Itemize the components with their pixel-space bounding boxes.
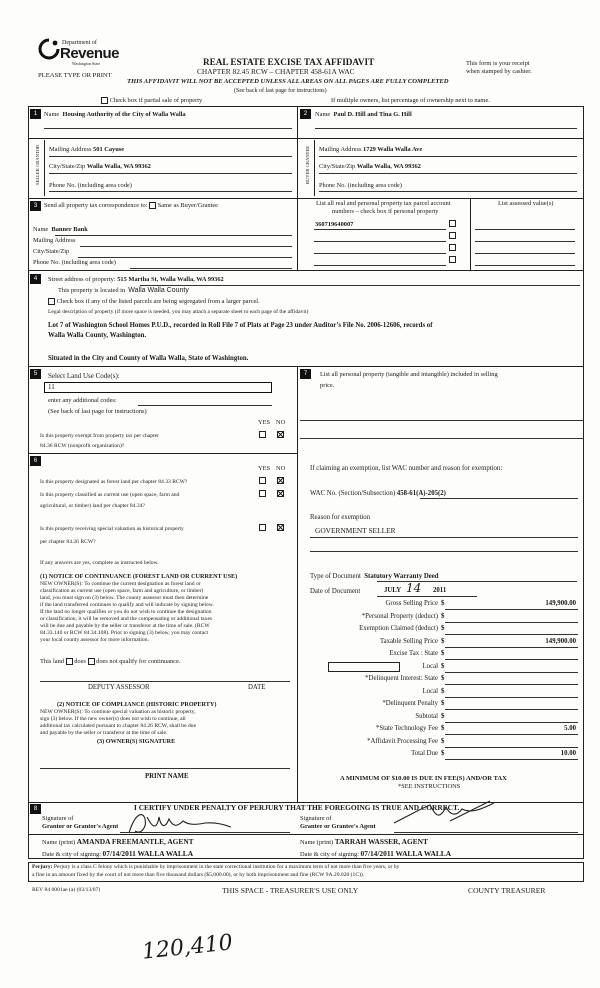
grantor-name-label: Name (print) [42,839,76,846]
grantee-signature[interactable] [390,797,500,827]
local-tax-box[interactable] [328,662,400,672]
partial-sale-label: Check box if partial sale of property [109,97,203,104]
fee-label: *Affidavit Processing Fee [367,737,438,745]
treasurer-use-only: THIS SPACE - TREASURER'S USE ONLY [222,886,359,895]
fee-row [300,600,580,611]
historic-q2: per chapter 84.26 RCW? [40,539,96,545]
street-address-row [48,276,224,284]
buyer-mail-label: Mailing Address [319,146,362,153]
fee-underline [445,622,578,623]
fee-currency: $ [441,687,445,695]
fee-currency: $ [441,650,445,657]
notice1-text: classification as current use (open space, farm and agriculture, or timber) [40,588,204,594]
form-number: REV 84 0001ae (a) (03/13/07) [32,887,101,893]
fee-label: Total Due [411,750,438,757]
doc-type-label: Type of Document [310,573,361,580]
fee-row [300,700,580,711]
fee-row [300,713,580,724]
seller-side-label: SELLER GRANTOR [35,144,40,185]
section3-number: 3 [30,201,41,211]
send-correspondence-label: Send all property tax correspondence to: [44,202,148,209]
perjury-line2: a fine in an amount fixed by the court of not more than five thousand dollars ($5,000.00), or by both imprisonment and fine (RCW 9A.20.020 (1C)). [32,872,365,878]
fee-label: *Delinquent Penalty [382,700,438,707]
divider-footer [28,834,584,835]
segregated-row [48,298,260,306]
wac-label: WAC No. (Section/Subsection) [310,490,396,497]
buyer-side-label: BUYER GRANTEE [305,145,310,185]
exemption-question: If claiming an exemption, list WAC number and reason for exemption: [310,465,503,472]
exempt-q1: Is this property exempt from property tax per chapter [40,433,159,439]
personal-property-l2: price. [320,382,335,389]
fee-row [300,725,580,736]
notice2-text: additional tax calculated pursuant to chapter 84.26 RCW, shall be due [40,723,197,729]
deputy-date-label: DATE [248,684,266,691]
see-back-header: (See back of last page for instructions) [234,88,327,94]
notice2-text: NEW OWNER(S): To continue special valuation as historic property, [40,709,196,715]
fee-currency: $ [441,712,445,720]
land-use-label: Select Land Use Code(s): [48,372,120,380]
exempt-q2: 84.36 RCW (nonprofit organization)? [40,443,125,449]
fee-underline [445,672,578,673]
forest-question: Is this property designated as forest land per chapter 84.33 RCW? [40,479,188,485]
tax-corr-mail-label: Mailing Address [33,237,76,244]
type-note: PLEASE TYPE OR PRINT [38,72,112,79]
dor-logo-icon [38,38,60,60]
s5-yes-header: YES [258,419,271,426]
this-land-label: This land [40,658,64,665]
doc-date-label: Date of Document [310,588,361,595]
doc-date-year[interactable]: 2011 [433,587,447,594]
grantee-name-label: Name (print) [300,839,334,846]
fee-underline [445,747,578,748]
doc-date-day[interactable]: 14 [406,581,422,595]
reason-label: Reason for exemption [310,514,371,521]
grantee-print-name[interactable]: TARRAH WASSER, AGENT [334,837,428,846]
see-instructions-note: *SEE INSTRUCTIONS [398,783,461,790]
fee-value[interactable]: 149,900.00 [545,637,576,645]
forest-yes-checkbox[interactable] [259,477,266,484]
print-name-label: PRINT NAME [145,773,189,780]
fee-label: *Delinquent Interest: State [365,675,438,682]
grantee-date-city[interactable]: 07/14/2011 WALLA WALLA [360,849,452,858]
fee-currency: $ [441,675,445,682]
located-label: This property is located in [58,287,126,294]
section7-number: 7 [300,369,311,379]
s6-yes-header: YES [258,465,271,472]
does-qualify-checkbox[interactable] [66,658,73,665]
parcel3-personal-checkbox[interactable] [449,244,456,251]
exempt-no-checkbox[interactable] [277,431,284,438]
seller-name[interactable]: Housing Authority of the City of Walla Walla [62,111,186,118]
current-use-yes-checkbox[interactable] [259,490,266,497]
grantee-sig-label2: Grantee or Grantee's Agent [300,823,376,830]
fee-row [300,738,580,749]
legal-line2[interactable]: Walla Walla County, Washington. [48,332,147,339]
notice1-text: your local county assessor for more information. [40,637,149,643]
fee-currency: $ [441,612,445,620]
buyer-city[interactable]: Walla Walla, WA 99362 [356,163,421,170]
notice1-text: land, you must sign on (3) below. The county assessor must then determine [40,595,209,601]
section4-number: 4 [30,274,41,284]
fee-row [300,638,580,649]
perjury-text1: Perjury is a class C felony which is punishable by imprisonment in the state correctional institution for a maximum term of not more than five years, or by [53,864,400,870]
owner-signature-label: (3) OWNER(S) SIGNATURE [97,738,176,745]
historic-no-checkbox[interactable] [277,524,284,531]
fee-row [300,663,580,674]
fee-value[interactable]: 149,900.00 [545,600,576,607]
grantee-sig-label1: Signature of [300,815,332,822]
seller-name-label: Name [44,111,60,118]
fee-label: Subtotal [415,712,438,720]
fee-row [300,675,580,686]
notice2-text: and payable by the seller or transferor at the time of sale. [40,730,168,736]
same-as-buyer-checkbox[interactable] [149,202,156,209]
fee-label: Local [422,662,438,670]
fee-row [300,650,580,661]
section1-number: 1 [30,109,41,119]
fee-currency: $ [441,725,445,732]
fee-row [300,613,580,624]
fee-currency: $ [441,625,445,632]
section8-number: 8 [30,804,41,814]
fee-underline [445,609,578,610]
s5-no-header: NO [276,419,286,426]
if-yes-instructions: If any answers are yes, complete as instructed below. [40,560,159,566]
street-address[interactable]: 515 Martha St, Walla Walla, WA 99362 [117,276,224,283]
fee-label: Exemption Claimed (deduct) [359,625,438,632]
buyer-mail-row [319,146,422,154]
wac-number[interactable]: 458-61(A)-205(2) [396,490,446,497]
land-use-see-back: (See back of last page for instructions) [48,408,147,415]
doc-date-month[interactable]: JULY [384,587,402,594]
parcel-number[interactable]: 360719640007 [315,221,354,228]
buyer-name-row [315,111,412,119]
seller-phone-label: Phone No. (including area code) [49,182,132,189]
fee-underline [445,659,578,660]
parcel-header2: numbers – check box if personal property [332,208,439,215]
fee-underline [445,759,578,760]
chapter-line: CHAPTER 82.45 RCW – CHAPTER 458-61A WAC [197,67,355,76]
fee-underline [445,684,578,685]
seller-mail[interactable]: 501 Cayuse [93,146,125,153]
section5-number: 5 [30,369,41,379]
buyer-phone-label: Phone No. (including area code) [319,182,402,189]
minimum-due-note: A MINIMUM OF $10.00 IS DUE IN FEE(S) AND/OR TAX [340,775,507,782]
additional-codes-label: enter any additional codes: [48,397,117,404]
current-use-q1: Is this property classified as current use (open space, farm and [40,492,180,498]
logo-text: Revenue [60,45,120,62]
parcel2-personal-checkbox[interactable] [449,232,456,239]
handwritten-note: 120,410 [140,930,234,965]
fee-row [300,625,580,636]
fee-underline [445,697,578,698]
grantee-name-row [300,838,428,847]
fee-label: *State Technology Fee [375,725,438,732]
receipt-line1: This form is your receipt [466,60,530,67]
section6-number: 6 [30,456,41,466]
partial-sale-checkbox[interactable] [101,97,108,104]
buyer-mail[interactable]: 1729 Walla Walla Ave [363,146,423,153]
land-use-code-field[interactable]: 11 [44,382,272,393]
fee-label: Local [422,687,438,695]
fee-label: Gross Selling Price [385,600,438,607]
seller-name-row [44,111,186,119]
dept-line2: Washington State [72,61,101,66]
located-row [58,287,189,295]
fee-underline [445,722,578,723]
historic-q1: Is this property receiving special valuation as historical property [40,526,184,532]
notice2-text: sign (3) below. If the new owner(s) does not wish to continue, all [40,716,186,722]
partial-sale-row [101,97,202,105]
receipt-line2: when stamped by cashier. [466,68,532,75]
fee-currency: $ [441,750,445,757]
does-not-label: does not qualify for continuance. [96,658,181,665]
deputy-assessor-label: DEPUTY ASSESSOR [88,684,150,691]
legal-line1[interactable]: Lot 7 of Washington School Homes P.U.D., recorded in Roll File 7 of Plats at Page 23 under Auditor’s File No. 2006-12606, records of [48,322,433,329]
current-use-no-checkbox[interactable] [277,490,284,497]
fee-value[interactable]: 5.00 [564,725,576,732]
does-not-qualify-checkbox[interactable] [88,658,95,665]
fee-row [300,688,580,699]
tax-corr-name-row [33,226,88,234]
parcel4-personal-checkbox[interactable] [449,256,456,263]
notice1-text: 84.33.140 or RCW 84.34.108). Prior to signing (3) below, you may contact [40,630,209,636]
s6-no-header: NO [276,465,286,472]
dept-line1: Department of [62,40,97,46]
segregated-label: Check box if any of the listed parcels are being segregated from a larger parcel. [56,298,260,305]
notice1-text: NEW OWNER(S): To continue the current designation as forest land or [40,581,201,587]
perjury-line1 [32,864,399,871]
historic-yes-checkbox[interactable] [259,524,266,531]
notice1-text: will be due and payable by the seller or transferor at the time of sale. (RCW [40,623,210,629]
fee-value[interactable]: 10.00 [560,750,576,757]
buyer-city-row [319,163,421,171]
county-treasurer-label: COUNTY TREASURER [468,886,546,895]
notice2-title: (2) NOTICE OF COMPLIANCE (HISTORIC PROPERTY) [57,701,217,708]
fee-currency: $ [441,637,445,645]
fee-label: Taxable Selling Price [379,637,438,645]
grantor-date-city[interactable]: 07/14/2011 WALLA WALLA [102,849,194,858]
send-correspondence-row [44,202,218,210]
street-address-label: Street address of property: [48,276,116,283]
notice1-text: or classification, it will be removed and the compensating or additional taxes [40,616,213,622]
section2-number: 2 [300,109,311,119]
fee-underline [445,647,578,648]
parcel-header1: List all real and personal property tax parcel account [316,200,451,207]
personal-property-l1: List all personal property (tangible and intangible) included in selling [320,371,498,378]
same-as-buyer-label: Same as Buyer/Grantee [157,202,219,209]
buyer-city-label: City/State/Zip [319,163,356,170]
tax-corr-city-label: City/State/Zip [33,248,70,255]
seller-city[interactable]: Walla Walla, WA 99362 [86,163,151,170]
tax-corr-name-label: Name [33,226,49,233]
doc-type[interactable]: Statutory Warranty Deed [364,573,439,580]
fee-row [300,750,580,761]
notice1-title: (1) NOTICE OF CONTINUANCE (FOREST LAND OR CURRENT USE) [40,573,238,580]
fee-underline [445,634,578,635]
form-title: REAL ESTATE EXCISE TAX AFFIDAVIT [203,57,375,67]
segregated-checkbox[interactable] [48,298,55,305]
fee-underline [445,709,578,710]
grantor-date-row [42,850,193,859]
notice1-text: if the land transferred continues to qualify and will indicate by signing below. [40,602,214,608]
tax-corr-phone-label: Phone No. (including area code) [33,259,116,266]
fee-label: *Personal Property (deduct) [361,612,438,620]
grantor-date-label: Date & city of signing: [42,851,101,858]
fee-underline [445,734,578,735]
situated-line[interactable]: Situated in the City and County of Walla Walla, State of Washington. [48,355,249,362]
fee-label: Excise Tax : State [389,650,438,657]
fee-currency: $ [441,737,445,745]
notice1-text: If the land no longer qualifies or you do not wish to continue the designation [40,609,212,615]
seller-city-label: City/State/Zip [49,163,86,170]
grantor-sig-label2: Grantor or Grantor's Agent [42,823,119,830]
located-county[interactable]: Walla Walla County [128,287,189,294]
continuance-row [40,658,180,666]
perjury-label: Perjury: [32,864,53,870]
certify-statement: I CERTIFY UNDER PENALTY OF PERJURY THAT THE FOREGOING IS TRUE AND CORRECT. [134,803,460,812]
seller-mail-row [49,146,124,154]
multiple-owners-note: If multiple owners, list percentage of ownership next to name. [331,97,490,104]
grantor-print-name[interactable]: AMANDA FREEMANTLE, AGENT [76,837,194,846]
grantor-name-row [42,838,194,847]
forest-no-checkbox[interactable] [277,477,284,484]
parcel1-personal-checkbox[interactable] [449,220,456,227]
tax-corr-name[interactable]: Banner Bank [51,226,88,233]
buyer-name[interactable]: Paul D. Hill and Tina G. Hill [333,111,412,118]
fee-currency: $ [441,600,445,607]
warning-line: THIS AFFIDAVIT WILL NOT BE ACCEPTED UNLESS ALL AREAS ON ALL PAGES ARE FULLY COMPLETED [127,78,449,85]
exempt-yes-checkbox[interactable] [259,431,266,438]
fee-currency: $ [441,662,445,670]
buyer-name-label: Name [315,111,331,118]
grantee-date-row [300,850,451,859]
grantee-date-label: Date & city of signing: [300,851,359,858]
does-label: does [74,658,86,665]
grantor-sig-label1: Signature of [42,815,74,822]
wac-row [310,490,446,498]
legal-description-label: Legal description of property (if more space is needed, you may attach a separate sheet to each page of the affidavit) [48,309,309,315]
assessed-header: List assessed value(s) [498,200,554,207]
dor-logo [38,38,60,63]
fee-currency: $ [441,700,445,707]
exemption-reason[interactable]: GOVERNMENT SELLER [315,526,396,535]
doc-type-row [310,573,439,581]
seller-mail-label: Mailing Address [49,146,92,153]
current-use-q2: agricultural, or timber) land per chapter 84.34? [40,503,145,509]
seller-city-row [49,163,151,171]
